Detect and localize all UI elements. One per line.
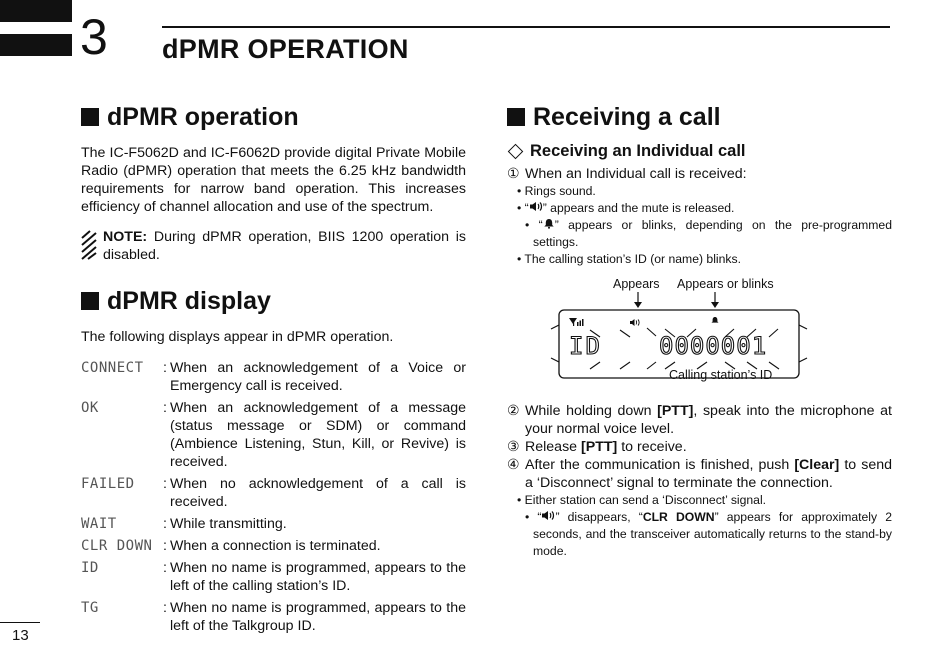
square-bullet-icon [81, 108, 99, 126]
note-text: NOTE: During dPMR operation, BIIS 1200 operation is disabled. [103, 229, 466, 263]
chapter-number: 3 [80, 9, 108, 65]
step-2: ② While holding down [PTT], speak into the microphone at your normal voice level. [507, 403, 892, 437]
step-4: ④ After the communication is finished, push [Clear] to send a ‘Disconnect’ signal to terminate the connection. [507, 457, 893, 491]
bullet-bell: • “ ” appears or blinks, depending on the pre-programmed settings. [525, 218, 892, 249]
step-1: ① When an Individual call is received: [507, 166, 747, 182]
diamond-icon [508, 143, 524, 159]
note-block [81, 228, 466, 264]
operation-body: The IC-F5062D and IC-F6062D provide digital Private Mobile Radio (dPMR) operation that meets the 6.25 kHz bandwidth requirements for narrow band operation. This increases efficiency of channel allocation and use of the spectrum. [81, 145, 466, 215]
step-3: ③ Release [PTT] to receive. [507, 439, 687, 455]
bullet-id-blinks: • The calling station’s ID (or name) blinks. [517, 252, 741, 266]
left-column [81, 100, 466, 638]
lcd-text-left: ID [569, 332, 602, 360]
display-item-failed: FAILED : When no acknowledgement of a call is received. [81, 476, 466, 510]
section-heading-display: dPMR display [81, 284, 466, 318]
display-item-clr-down: CLR DOWN : When a connection is terminated. [81, 538, 381, 554]
section-heading-receiving: Receiving a call [507, 100, 892, 134]
right-column [507, 100, 892, 560]
speaker-icon [529, 201, 543, 212]
square-bullet-icon [507, 108, 525, 126]
page-number: 13 [12, 627, 29, 644]
display-item-wait: WAIT : While transmitting. [81, 516, 287, 532]
chapter-title: dPMR OPERATION [162, 34, 409, 64]
lcd-illustration [507, 268, 892, 392]
subheading-individual-call: Receiving an Individual call [507, 140, 892, 162]
chapter-tab-bar-bottom [0, 34, 72, 56]
label-calling-station-id: Calling station’s ID [669, 368, 773, 382]
bullet-speaker: • “ ” appears and the mute is released. [517, 201, 735, 215]
bullet-disconnect-signal: • Either station can send a ‘Disconnect’ signal. [517, 493, 767, 507]
chapter-tab-bar-top [0, 0, 72, 22]
section-heading-operation: dPMR operation [81, 100, 466, 134]
display-item-connect: CONNECT : When an acknowledgement of a Voice or Emergency call is received. [81, 360, 466, 394]
bell-icon [543, 218, 555, 229]
bullet-rings: • Rings sound. [517, 184, 596, 198]
bullet-clr-down: • “ ” disappears, “CLR DOWN” appears for approximately 2 seconds, and the transceiver automatically returns to the stand-by mode. [525, 510, 892, 558]
note-hatch-icon [81, 230, 97, 260]
display-item-ok: OK : When an acknowledgement of a message (status message or SDM) or command (Ambience Listening, Stun, Kill, or Revive) is received. [81, 400, 466, 470]
chapter-rule [162, 26, 890, 28]
display-intro: The following displays appear in dPMR operation. [81, 329, 394, 345]
speaker-icon [541, 510, 555, 521]
label-appears-or-blinks: Appears or blinks [677, 277, 774, 291]
page-number-rule [0, 622, 40, 623]
lcd-text-right: 0000001 [659, 332, 768, 360]
square-bullet-icon [81, 292, 99, 310]
label-appears: Appears [613, 277, 660, 291]
display-item-id: ID : When no name is programmed, appears to the left of the calling station’s ID. [81, 560, 466, 594]
display-item-tg: TG : When no name is programmed, appears to the left of the Talkgroup ID. [81, 600, 466, 634]
